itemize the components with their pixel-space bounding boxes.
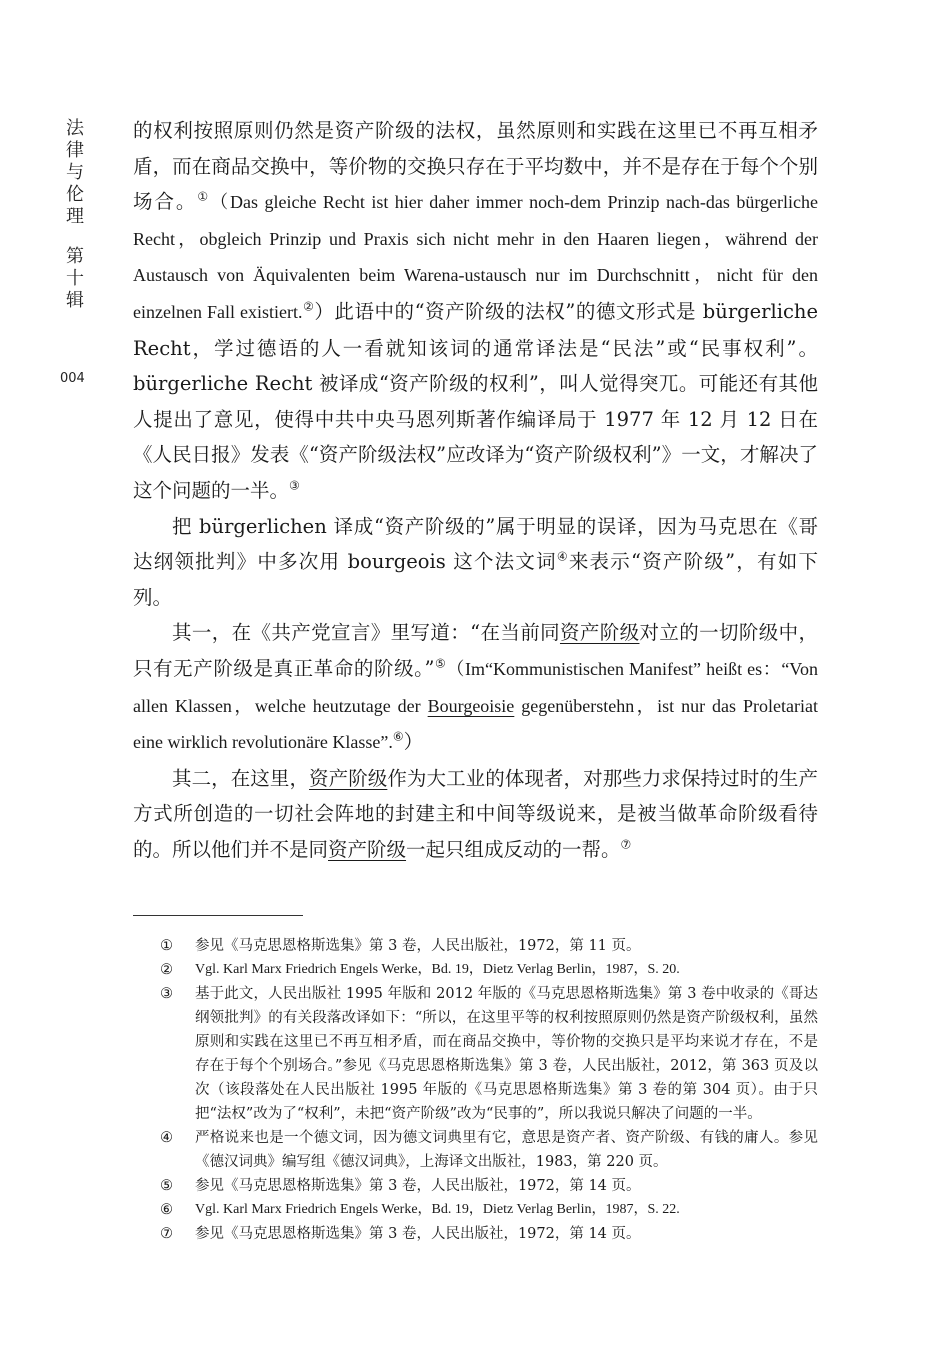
paragraph-text: 来表示“资产阶级”，有如下列。 (133, 550, 818, 609)
german-quote: （Im“Kommunistischen Manifest” heißt es：“Von allen Klassen，welche heutzutage der (133, 658, 818, 716)
paragraph-text: ）此语中的“资产阶级的法权”的德文形式是 bürgerliche Recht，学过德语的人一看就知该词的通常译法是“民法”或“民事权利”。bürgerliche Recht 被译成“资产阶级的权利”，叫人觉得突兀。可能还有其他人提出了意见，使得中共中央马恩列斯著作编译局于 1977 年 12 月 12 日在《人民日报》发表《“资产阶级法权”应改译为“资产阶级权利”》一文，才解决了这个问题的一半。 (133, 299, 818, 502)
paragraph-1 (133, 113, 818, 509)
footnote-4 (160, 1126, 818, 1174)
footnote-3 (160, 982, 818, 1126)
footnote-mark: ⑤ (160, 1178, 173, 1194)
paragraph-text: ） (403, 730, 424, 754)
footnote-text: Vgl. Karl Marx Friedrich Engels Werke，Bd. 19，Dietz Verlag Berlin，1987，S. 22. (195, 1202, 680, 1217)
paragraph-2 (133, 509, 818, 616)
running-head (62, 118, 88, 312)
paragraph-text: 作为大工业的体现者，对那些力求保持过时的生产方式所创造的一切社会阵地的封建主和中间等级说来，是被当做革命阶级看待的。所以他们并不是同 (133, 766, 818, 861)
underlined-term: 资产阶级 (328, 837, 407, 861)
footnote-divider (133, 915, 303, 916)
footnote-ref-6[interactable]: ⑥ (392, 729, 404, 744)
footnote-text: 参见《马克思恩格斯选集》第 3 卷，人民出版社，1972，第 14 页。 (195, 1178, 641, 1194)
footnote-5 (160, 1174, 818, 1198)
footnote-mark: ④ (160, 1130, 173, 1146)
footnote-1 (160, 934, 818, 958)
body-text (133, 113, 818, 867)
footnote-text: 基于此文，人民出版社 1995 年版和 2012 年版的《马克思恩格斯选集》第 3 卷中收录的《哥达纲领批判》的有关段落改译如下：“所以，在这里平等的权利按照原则仍然是资产阶级权利，虽然原则和实践在这里已不再互相矛盾，而在商品交换中，等价物的交换只是平均来说才存在，不是存在于每个个别场合。”参见《马克思恩格斯选集》第 3 卷，人民出版社，2012，第 363 页及以次（该段落处在人民出版社 1995 年版的《马克思恩格斯选集》第 3 卷的第 304 页）。由于只把“法权”改为了“权利”，未把“资产阶级”改为“民事的”，所以我说只解决了问题的一半。 (195, 986, 818, 1122)
paragraph-4 (133, 761, 818, 868)
issue-number: 第十辑 (66, 246, 84, 311)
german-quote: gegenüberstehn，ist nur das Proletariat eine wirklich revolutionäre Klasse”. (133, 695, 818, 753)
paragraph-text: 其一，在《共产党宣言》里写道：“在当前同 (172, 621, 560, 645)
footnote-text: 参见《马克思恩格斯选集》第 3 卷，人民出版社，1972，第 14 页。 (195, 1226, 641, 1242)
footnote-ref-5[interactable]: ⑤ (434, 656, 447, 671)
footnote-mark: ⑦ (160, 1226, 173, 1242)
paragraph-text: 其二，在这里， (172, 766, 310, 790)
footnote-ref-4[interactable]: ④ (556, 549, 569, 564)
page-number: 004 (60, 371, 85, 386)
footnote-7 (160, 1222, 818, 1246)
journal-title: 法律与伦理 (66, 118, 84, 227)
footnote-text: 严格说来也是一个德文词，因为德文词典里有它，意思是资产者、资产阶级、有钱的庸人。参见《德汉词典》编写组《德汉词典》，上海译文出版社，1983，第 220 页。 (195, 1130, 818, 1170)
paragraph-text: 一起只组成反动的一帮。 (406, 837, 621, 861)
footnote-text: Vgl. Karl Marx Friedrich Engels Werke，Bd. 19，Dietz Verlag Berlin，1987，S. 20. (195, 962, 680, 977)
footnote-ref-7[interactable]: ⑦ (620, 837, 632, 852)
footnotes (160, 934, 818, 1246)
footnote-2 (160, 958, 818, 982)
footnote-ref-2[interactable]: ② (302, 299, 315, 314)
footnote-mark: ③ (160, 986, 173, 1002)
german-quote: （Das gleiche Recht ist hier daher immer noch-dem Prinzip nach-das bürgerliche Recht，obgleich Prinzip und Praxis sich nicht mehr in den Haaren liegen，während der Austausch von Äquivalenten beim Warena-ustausch nur im Durchschnitt，nicht für den einzelnen Fall existiert. (133, 192, 818, 322)
paragraph-text: 对立的一切阶级中，只有无产阶级是真正革命的阶级。” (133, 621, 818, 680)
footnote-mark: ⑥ (160, 1202, 173, 1218)
footnote-6 (160, 1198, 818, 1222)
footnote-mark: ① (160, 938, 173, 954)
paragraph-text: 把 bürgerlichen 译成“资产阶级的”属于明显的误译，因为马克思在《哥达纲领批判》中多次用 bourgeois 这个法文词 (133, 514, 818, 574)
footnote-mark: ② (160, 962, 173, 978)
underlined-term: Bourgeoisie (427, 695, 515, 716)
footnote-ref-3[interactable]: ③ (289, 478, 300, 493)
footnote-text: 参见《马克思恩格斯选集》第 3 卷，人民出版社，1972，第 11 页。 (195, 938, 641, 954)
paragraph-3 (133, 615, 818, 760)
footnote-ref-1[interactable]: ① (197, 189, 211, 204)
paragraph-text: 的权利按照原则仍然是资产阶级的法权，虽然原则和实践在这里已不再互相矛盾，而在商品交换中，等价物的交换只存在于平均数中，并不是存在于每个个别场合。 (133, 119, 818, 214)
underlined-term: 资产阶级 (309, 766, 388, 790)
underlined-term: 资产阶级 (559, 621, 640, 645)
